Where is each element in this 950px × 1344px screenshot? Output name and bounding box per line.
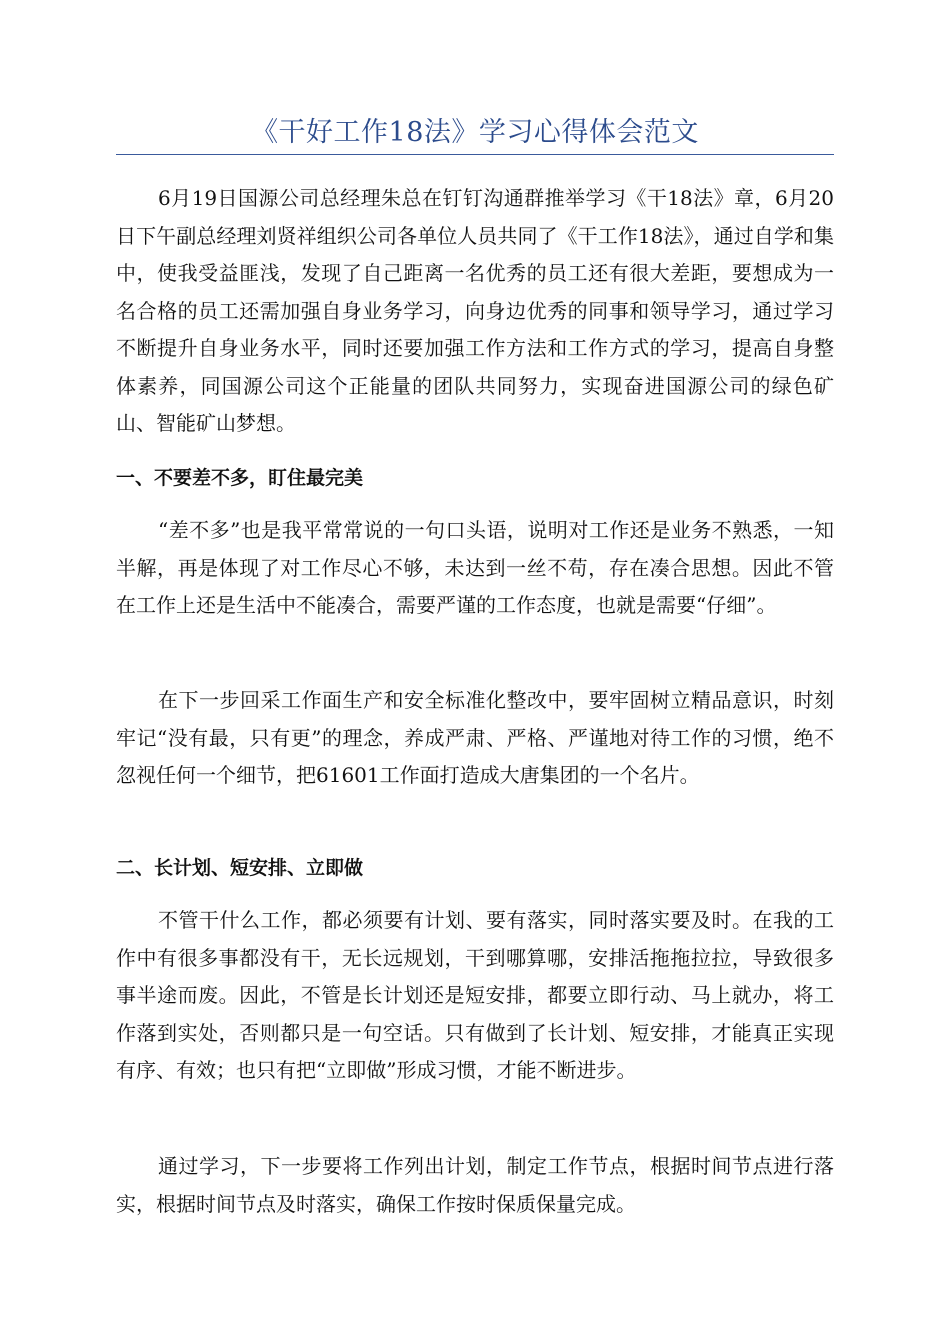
- section-1-paragraph-2: 在下一步回采工作面生产和安全标准化整改中，要牢固树立精品意识，时刻牢记“没有最，只有更”的理念，养成严肃、严格、严谨地对待工作的习惯，绝不忽视任何一个细节，把61601工作面打造成大唐集团的一个名片。: [116, 688, 834, 787]
- section-1-paragraph-1: “差不多”也是我平常常说的一句口头语，说明对工作还是业务不熟悉，一知半解，再是体现了对工作尽心不够，未达到一丝不苟，存在凑合思想。因此不管在工作上还是生活中不能凑合，需要严谨的工作态度，也就是需要“仔细”。: [116, 518, 834, 617]
- section-heading-2: 二、长计划、短安排、立即做: [116, 857, 364, 879]
- title-underline: [116, 154, 834, 155]
- document-title: 《干好工作18法》学习心得体会范文: [251, 117, 699, 148]
- section-heading-1: 一、不要差不多，盯住最完美: [116, 467, 364, 489]
- section-2-paragraph-2: 通过学习，下一步要将工作列出计划，制定工作节点，根据时间节点进行落实，根据时间节点及时落实，确保工作按时保质保量完成。: [116, 1154, 834, 1216]
- section-2-paragraph-1: 不管干什么工作，都必须要有计划、要有落实，同时落实要及时。在我的工作中有很多事都没有干，无长远规划，干到哪算哪，安排活拖拖拉拉，导致很多事半途而废。因此，不管是长计划还是短安排，都要立即行动、马上就办，将工作落到实处，否则都只是一句空话。只有做到了长计划、短安排，才能真正实现有序、有效；也只有把“立即做”形成习惯，才能不断进步。: [116, 908, 834, 1082]
- intro-paragraph: 6月19日国源公司总经理朱总在钉钉沟通群推举学习《干18法》章，6月20日下午副总经理刘贤祥组织公司各单位人员共同了《干工作18法》，通过自学和集中，使我受益匪浅，发现了自己距离一名优秀的员工还有很大差距，要想成为一名合格的员工还需加强自身业务学习，向身边优秀的同事和领导学习，通过学习不断提升自身业务水平，同时还要加强工作方法和工作方式的学习，提高自身整体素养，同国源公司这个正能量的团队共同努力，实现奋进国源公司的绿色矿山、智能矿山梦想。: [116, 186, 834, 435]
